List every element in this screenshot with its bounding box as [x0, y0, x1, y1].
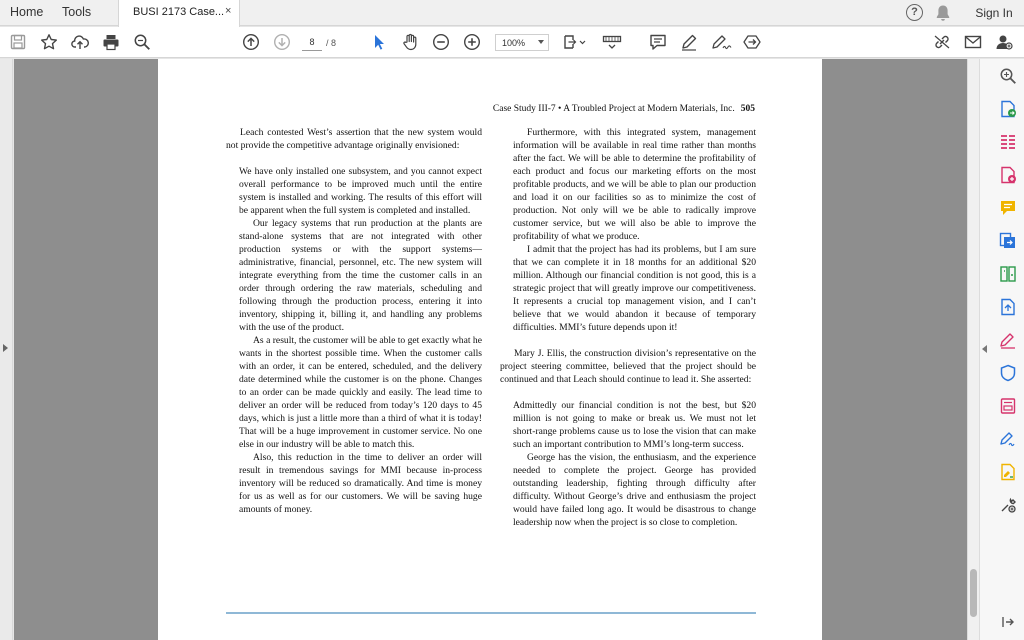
compare-files-icon[interactable]: [999, 265, 1017, 283]
pdf-page: [158, 59, 822, 640]
scrollbar-thumb[interactable]: [970, 569, 977, 617]
fill-sign-icon[interactable]: [999, 331, 1017, 349]
more-tools-icon[interactable]: [999, 496, 1017, 514]
arrow-down-circle-icon[interactable]: [273, 33, 291, 51]
zoom-select[interactable]: [495, 34, 549, 51]
star-icon[interactable]: [40, 33, 58, 51]
minus-circle-icon[interactable]: [432, 33, 450, 51]
email-icon[interactable]: [964, 33, 982, 51]
quote-paragraph: Admittedly our financial condition is not the best, but $20 million is not going to make or break us. We must not let short-range problems cause us to lose the vision that can make such an important contribution to MMI’s long-term success.: [513, 400, 756, 450]
tab-document[interactable]: [118, 0, 240, 27]
menu-bar: [0, 0, 1024, 26]
page-total: / 8: [326, 38, 337, 48]
sign-document-icon[interactable]: [999, 430, 1017, 448]
cursor-arrow-icon[interactable]: [370, 33, 388, 51]
quote-paragraph: Our legacy systems that run production at the plants are stand-alone systems that are not integrated with other production systems or with the support systems—administrative, financial, personnel, etc. The new system will integrate everything from the time the customer calls in an order through ordering the raw materials, scheduling and following through the production process, entering it into inventory, shipping it, billing it, and handling any problems with the use of the product.: [239, 218, 482, 333]
cloud-upload-icon[interactable]: [71, 33, 89, 51]
page-number: 505: [740, 104, 755, 114]
share-icon[interactable]: [742, 33, 762, 51]
create-pdf-icon[interactable]: [999, 166, 1017, 184]
zoom-value: 100%: [502, 38, 526, 48]
document-viewport[interactable]: [0, 59, 967, 640]
toolbar: [0, 27, 1024, 58]
zoom-search-icon[interactable]: [999, 67, 1017, 85]
page-bottom-rule: [226, 612, 756, 614]
text-column-right: [500, 126, 756, 529]
combine-files-icon[interactable]: [999, 232, 1017, 250]
tab-close-icon[interactable]: ×: [225, 5, 232, 17]
comment-tool-icon[interactable]: [999, 199, 1017, 217]
fit-page-icon[interactable]: [562, 33, 586, 51]
prepare-form-icon[interactable]: [999, 397, 1017, 415]
page-surround-left: [14, 59, 158, 640]
magnifier-icon[interactable]: [133, 33, 151, 51]
request-signature-icon[interactable]: [999, 463, 1017, 481]
paragraph: Leach contested West’s assertion that the new system would not provide the competitive advantage originally envisioned:: [226, 127, 482, 151]
scroll-mode-icon[interactable]: [602, 33, 622, 51]
vertical-scrollbar[interactable]: [967, 59, 979, 640]
collapse-tools-pane-icon[interactable]: [982, 345, 987, 353]
left-pane-gutter[interactable]: [0, 59, 13, 640]
quote-paragraph: We have only installed one subsystem, and you cannot expect overall performance to be improved much until the entire system is installed and working. The results of this effort will be apparent when the full system is completed and installed.: [239, 166, 482, 216]
send-for-review-icon[interactable]: [999, 298, 1017, 316]
organize-pages-icon[interactable]: [999, 133, 1017, 151]
sign-in-button[interactable]: Sign In: [975, 6, 1013, 20]
sign-icon[interactable]: [711, 33, 733, 51]
quote-paragraph: I admit that the project has had its problems, but I am sure that we can complete it in 18 months for an additional $20 million. Although our financial condition is not good, this is a strategic project that will greatly improve our competitiveness. It represents a crucial top management vision, and I can’t believe that we would abandon it because of temporary difficulties. MMI’s future depends upon it!: [513, 244, 756, 333]
tab-document-label: BUSI 2173 Case...: [133, 6, 225, 18]
text-column-left: [226, 126, 482, 516]
quote-paragraph: George has the vision, the enthusiasm, and the experience needed to complete the project. George has provided outstanding leadership, fighting through difficulty after difficulty. Without George’s drive and enthusiasm the project would have failed long ago. It would be disastrous to change leadership now when the project is so close to completion.: [513, 452, 756, 528]
pen-icon[interactable]: [680, 33, 698, 51]
running-head: [158, 104, 755, 114]
quote-paragraph: As a result, the customer will be able to get exactly what he wants in the shortest possible time. When the customer calls with an order, it can be entered, scheduled, and the delivery date determined while the customer is on the phone. Changes to an order can be made quickly and easily. The lead time to deliver an order will be reduced from today’s 120 days to 45 days, which is just a little more than a third of what it is today! That will be a huge improvement in customer service. No one else in our industry will be able to match this.: [239, 335, 482, 450]
expand-left-pane-icon[interactable]: [3, 344, 8, 352]
help-icon[interactable]: ?: [906, 4, 923, 21]
menu-home[interactable]: Home: [10, 5, 44, 19]
menu-tools[interactable]: Tools: [62, 5, 92, 19]
quote-paragraph: Also, this reduction in the time to deliver an order will result in tremendous savings for MMI because in-process inventory will be reduced so dramatically. And time is money for us as well as for our customers. We will be saving huge amounts of money.: [239, 452, 482, 515]
chevron-down-icon: [538, 40, 544, 44]
page-number-input[interactable]: 8: [302, 35, 322, 51]
export-pdf-icon[interactable]: [999, 100, 1017, 118]
quote-paragraph: Furthermore, with this integrated system, management information will be available in real time rather than months after the fact. We will be able to determine the profitability of each product and focus our marketing efforts on the most profitable products, and we will be able to plan our production and load it on our facilities so as to minimize the cost of production. Not only will we be able to radically improve customer service, but we will also be able to improve the profitability of what we produce.: [513, 127, 756, 242]
plus-circle-icon[interactable]: [463, 33, 481, 51]
save-icon[interactable]: [9, 33, 27, 51]
bell-icon[interactable]: [935, 4, 951, 22]
protect-shield-icon[interactable]: [999, 364, 1017, 382]
page-surround-right: [822, 59, 967, 640]
paragraph: Mary J. Ellis, the construction division’s representative on the project steering committee, believed that the project should be continued and that Leach should continue to lead it. She asserted:: [500, 348, 756, 385]
running-head-title: Case Study III-7 • A Troubled Project at Modern Materials, Inc.: [492, 104, 735, 114]
link-icon[interactable]: [932, 33, 952, 51]
print-icon[interactable]: [102, 33, 120, 51]
arrow-up-circle-icon[interactable]: [242, 33, 260, 51]
account-icon[interactable]: [995, 33, 1013, 51]
expand-pane-icon[interactable]: [1001, 615, 1015, 629]
comment-icon[interactable]: [649, 33, 667, 51]
hand-icon[interactable]: [401, 33, 419, 51]
